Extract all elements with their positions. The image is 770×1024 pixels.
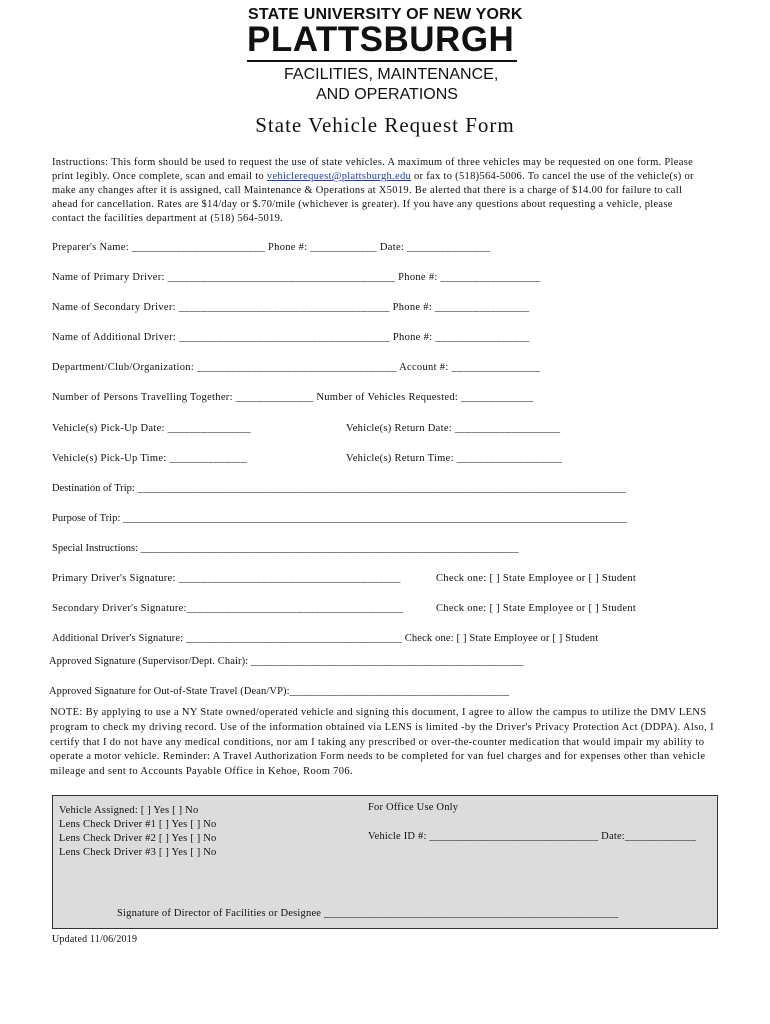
vehicle-id-field[interactable]: Vehicle ID #: _______________________________ Date:_____________ bbox=[368, 831, 696, 842]
preparer-field[interactable]: Preparer's Name: ________________________ Phone #: ____________ Date: _______________ bbox=[52, 242, 491, 253]
logo-line-suny: STATE UNIVERSITY OF NEW YORK bbox=[248, 6, 523, 23]
special-instructions-field[interactable]: Special Instructions: ________________________________________________________________________ bbox=[52, 543, 519, 554]
lens-check-driver-2[interactable]: Lens Check Driver #2 [ ] Yes [ ] No bbox=[59, 833, 217, 844]
pickup-date-field[interactable]: Vehicle(s) Pick-Up Date: _______________ bbox=[52, 423, 251, 434]
secondary-signature-field[interactable]: Secondary Driver's Signature:_______________________________________ bbox=[52, 603, 404, 614]
primary-driver-field[interactable]: Name of Primary Driver: _________________________________________ Phone #: __________________ bbox=[52, 272, 541, 283]
director-signature-field[interactable]: Signature of Director of Facilities or Designee ______________________________________________________ bbox=[117, 908, 619, 919]
approved-signature-field[interactable]: Approved Signature (Supervisor/Dept. Chair): ___________________________________________________ bbox=[49, 656, 524, 667]
note-paragraph: NOTE: By applying to use a NY State owned/operated vehicle and signing this document, I agree to allow the campus to utilize the DMV LENS program to check my driving record. Use of the information obtained via LENS is limited -by the Driver's Privacy Protection Act (DDPA). Also, I certify that I do not have any medical conditions, nor am I taking any prescribed or over-the-counter medication that would impair my ability to operate a motor vehicle. Reminder: A Travel Authorization Form needs to be completed for van fuel charges and for expenses other than vehicle mileage and sent to Accounts Payable Office in Kehoe, Room 706. bbox=[50, 707, 714, 778]
pickup-time-field[interactable]: Vehicle(s) Pick-Up Time: ______________ bbox=[52, 453, 248, 464]
email-link[interactable]: vehiclerequest@plattsburgh.edu bbox=[266, 171, 412, 182]
vehicle-assigned-check[interactable]: Vehicle Assigned: [ ] Yes [ ] No bbox=[59, 805, 199, 816]
return-time-field[interactable]: Vehicle(s) Return Time: ___________________ bbox=[346, 453, 563, 464]
secondary-check-one[interactable]: Check one: [ ] State Employee or [ ] Student bbox=[436, 603, 637, 614]
additional-signature-field[interactable]: Additional Driver's Signature: ________________________________________ Check one: [ ] State Employee or [ ] Student bbox=[52, 633, 599, 644]
purpose-field[interactable]: Purpose of Trip: ________________________________________________________________________________________________ bbox=[52, 513, 627, 524]
department-field[interactable]: Department/Club/Organization: ____________________________________ Account #: ________________ bbox=[52, 362, 541, 373]
instructions-paragraph bbox=[52, 156, 702, 226]
logo-line-operations: AND OPERATIONS bbox=[316, 86, 458, 103]
additional-driver-field[interactable]: Name of Additional Driver: ______________________________________ Phone #: _________________ bbox=[52, 332, 530, 343]
instructions-text-before: Instructions: This form should be used to request the use of state vehicles. A maximum of three vehicles may be requested on one form. Please print legibly. Once complete, scan and email to bbox=[52, 157, 694, 182]
updated-date: Updated 11/06/2019 bbox=[52, 934, 138, 945]
logo-line-facilities: FACILITIES, MAINTENANCE, bbox=[284, 66, 499, 83]
office-use-box bbox=[52, 795, 718, 929]
logo-divider bbox=[247, 60, 517, 62]
primary-signature-field[interactable]: Primary Driver's Signature: ________________________________________ bbox=[52, 573, 401, 584]
instructions-text-after: or fax to (518)564-5006. To cancel the use of the vehicle(s) or make any changes after it is assigned, call Maintenance & Operations at X5019. Be alerted that there is a charge of $14.00 for failure to call ahead for cancellation. Rates are $14/day or $.70/mile (whichever is greater). If you have any questions about requesting a vehicle, please contact the facilities department at (518) 564-5019. bbox=[52, 171, 694, 224]
lens-check-driver-1[interactable]: Lens Check Driver #1 [ ] Yes [ ] No bbox=[59, 819, 217, 830]
return-date-field[interactable]: Vehicle(s) Return Date: ___________________ bbox=[346, 423, 561, 434]
logo-line-plattsburgh: PLATTSBURGH bbox=[247, 20, 515, 59]
primary-check-one[interactable]: Check one: [ ] State Employee or [ ] Student bbox=[436, 573, 637, 584]
form-title: State Vehicle Request Form bbox=[255, 113, 515, 137]
persons-field[interactable]: Number of Persons Travelling Together: ______________ Number of Vehicles Requested: _____________ bbox=[52, 392, 534, 403]
secondary-driver-field[interactable]: Name of Secondary Driver: ______________________________________ Phone #: _________________ bbox=[52, 302, 530, 313]
destination-field[interactable]: Destination of Trip: _____________________________________________________________________________________________ bbox=[52, 483, 626, 494]
approved-travel-signature-field[interactable]: Approved Signature for Out-of-State Travel (Dean/VP):_________________________________________ bbox=[49, 686, 509, 697]
office-use-heading: For Office Use Only bbox=[368, 802, 459, 813]
lens-check-driver-3[interactable]: Lens Check Driver #3 [ ] Yes [ ] No bbox=[59, 847, 217, 858]
